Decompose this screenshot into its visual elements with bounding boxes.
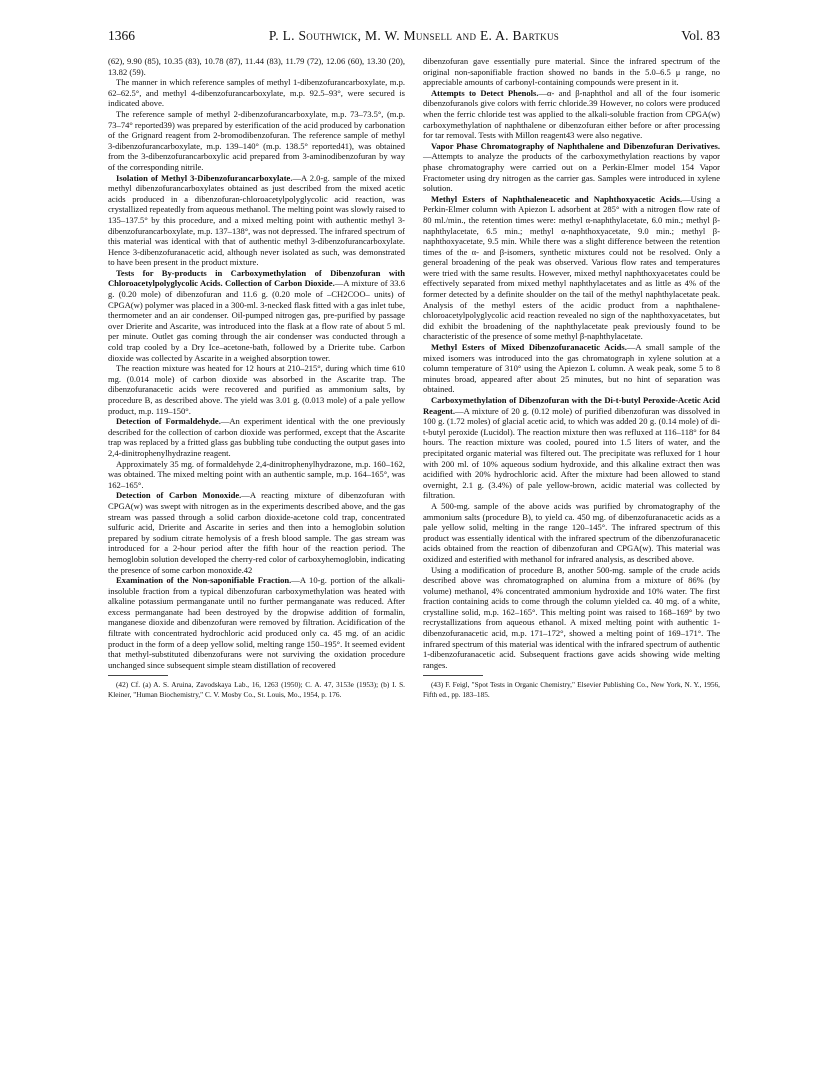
- section-heading: Detection of Carbon Monoxide.: [116, 490, 242, 501]
- paragraph-text: —α- and β-naphthol and all of the four isomeric dibenzofuranols give colors with ferric chloride.39 However, no colors were produced when the ferric chloride test was applied to the alkali-soluble fraction from CPGA(w) carboxymethylation of naphthalene or dibenzofuran either before or after processing for tar removal. Tests with Millon reagent43 were also negative.: [423, 87, 720, 141]
- paragraph: [423, 342, 720, 395]
- paragraph-text: —Using a Perkin-Elmer column with Apiezon L adsorbent at 285° with a nitrogen flow rate of 80 ml./min., the retention times were: methyl α-naphthylacetate, 6.0 min.; methyl β-naphthylacetate, 6.5 min.; methyl α-naphthoxyacetate, 9.0 min.; methyl β-naphthoxyacetate, 9.5 min. While there was a slight difference between the retention times of the α- and β-isomers, synthetic mixtures could not be resolved. Only a general broadening of the peak was observed. Various flow rates and temperatures were tried with the same results. However, mixed methyl naphthoxyacetates could be effectively separated from mixed methyl naphthylacetates and as little as 4% of the former detected by a definite shoulder on the tail of the methyl naphthylacetate peak. Analysis of the methyl esters of the acidic product from a naphthalene-chloroacetylpolyglycolic acid reaction revealed no sign of the naphthoxyacetates, but did exhibit the broadening of the naphthylacetate peak previously found to be characteristic of the presence of some methyl β-naphthylacetate.: [423, 193, 720, 342]
- paragraph-text: —An experiment identical with the one previously described for the collection of carbon dioxide was performed, except that the Ascarite trap was replaced by a fritted glass gas bubbling tube conducting the output gases into 2,4-dinitrophenylhydrazine reagent.: [108, 416, 405, 458]
- running-title: P. L. Southwick, M. W. Munsell and E. A. Bartkus: [268, 28, 560, 43]
- paragraph-text: —A small sample of the mixed isomers was introduced into the gas chromatograph in xylene solution at a column temperature of 310° using the Apiezon L column. A weak peak, some 5 to 8 minutes broad, appeared after about 25 minutes, but no hint of separation was obtained.: [423, 342, 720, 395]
- paragraph-text: dibenzofuran gave essentially pure material. Since the infrared spectrum of the original non-saponifiable fraction showed no bands in the 5.0–6.5 μ range, no appreciable amounts of carbonyl-containing compounds were present in it.: [423, 56, 720, 88]
- paragraph-text: The manner in which reference samples of methyl 1-dibenzofurancarboxylate, m.p. 62–62.5°, and methyl 4-dibenzofurancarboxylate, m.p. 92.5–93°, were secured is indicated above.: [108, 77, 405, 109]
- paragraph-text: —A mixture of 33.6 g. (0.20 mole) of dibenzofuran and 11.6 g. (0.20 mole of –CH2COO– units) of CPGA(w) polymer was placed in a 300-ml. 3-necked flask fitted with a gas inlet tube, thermometer and an air condenser. Oil-pumped nitrogen gas, pre-purified by passage over Drierite and Ascarite, was introduced into the flask at a flow rate of about 5 ml. per minute. Outlet gas coming through the air condenser was conducted through a cold trap cooled by a Dry Ice–acetone-bath, followed by a Drierite tube. Carbon dioxide was collected by Ascarite in a weighed absorption tower.: [108, 278, 405, 363]
- section-heading: Detection of Formaldehyde.: [116, 416, 221, 427]
- section-heading: Attempts to Detect Phenols.: [431, 87, 539, 98]
- paragraph-text: —A 10-g. portion of the alkali-insoluble fraction from a typical dibenzofuran carboxymethylation was heated with alkaline potassium permanganate until no further permanganate was reduced. After excess permanganate had been destroyed by the dropwise addition of formalin, manganese dioxide and dibenzofuran were removed by filtration. Acidification of the filtrate with concentrated hydrochloric acid produced only ca. 45 mg. of an acidic product in the form of a deep yellow solid, melting range 150–195°. It seemed evident that methyl-substituted dibenzofurans were not surviving the oxidation procedure unchanged since subsequent simple steam distillation of recovered: [108, 575, 405, 670]
- paragraph: [108, 490, 405, 575]
- paragraph: [108, 416, 405, 458]
- paragraph: [108, 575, 405, 670]
- paragraph: [108, 268, 405, 363]
- paragraph: [423, 565, 720, 671]
- paragraph-text: (62), 9.90 (85), 10.35 (83), 10.78 (87), 11.44 (83), 11.79 (72), 12.06 (60), 13.30 (20), 13.82 (59).: [108, 56, 405, 77]
- section-heading: Vapor Phase Chromatography of Naphthalene and Dibenzofuran Derivatives.: [431, 140, 720, 151]
- paragraph-text: Using a modification of procedure B, another 500-mg. sample of the crude acids described above was chromatographed on alumina from a mixture of 86% (by volume) methanol, 4% concentrated ammonium hydroxide and 10% water. The first fraction containing acids to come through the column yielded ca. 40 mg. of a white, crystalline solid, m.p. 162–165°. This melting point was raised to 168–169° by two recrystallizations from aqueous ethanol. A mixed melting point with authentic 1-dibenzofuranacetic acid, m.p. 171–172°, showed a melting point of 169–171°. The infrared spectrum of this material was identical with the infrared spectrum of authentic 1-dibenzofuranacetic acid. Subsequent fractions gave acids showing wide melting ranges.: [423, 564, 720, 670]
- section-heading: Examination of the Non-saponifiable Fraction.: [116, 575, 292, 586]
- section-heading: Methyl Esters of Naphthaleneacetic and Naphthoxyacetic Acids.: [431, 193, 683, 204]
- paragraph: [423, 141, 720, 194]
- paragraph-text: A 500-mg. sample of the above acids was purified by chromatography of the ammonium salts (procedure B), to yield ca. 450 mg. of dibenzofuranacetic acids as a pale yellow solid, melting in the range 120–145°. The infrared spectrum of this product was essentially identical with the infrared spectrum of the dibenzofuranacetic acids obtained from the reaction of dibenzofuran and CPGA(w). This material was oxidized and esterified with methanol for infrared analysis, as described above.: [423, 500, 720, 564]
- left-paragraphs: [108, 56, 405, 670]
- section-heading: Tests for By-products in Carboxymethylation of Dibenzofuran with Chloroacetylpolyglycolic Acids. Collection of Carbon Dioxide.: [108, 267, 405, 289]
- paragraph: [423, 194, 720, 342]
- paragraph: [423, 56, 720, 88]
- footnote-rule: [423, 675, 483, 676]
- paragraph: [108, 109, 405, 173]
- page-number: 1366: [108, 28, 135, 43]
- left-column: [108, 56, 405, 699]
- right-paragraphs: [423, 56, 720, 670]
- section-heading: Isolation of Methyl 3-Dibenzofurancarboxylate.: [116, 172, 293, 183]
- volume-label: Vol. 83: [681, 28, 720, 43]
- footnote-43: (43) F. Feigl, "Spot Tests in Organic Chemistry," Elsevier Publishing Co., New York, N. Y., 1956, Fifth ed., pp. 183–185.: [423, 680, 720, 699]
- paragraph: [423, 395, 720, 501]
- footnote-rule: [108, 675, 168, 676]
- paragraph-text: The reaction mixture was heated for 12 hours at 210–215°, during which time 610 mg. (0.014 mole) of carbon dioxide was absorbed in the Ascarite trap. The dibenzofuranacetic acids were recovered and purified as ammonium salts, by procedure B, as described above. The yield was 3.01 g. (0.013 mole) of a pale yellow product, m.p. 119–150°.: [108, 363, 405, 416]
- section-heading: Carboxymethylation of Dibenzofuran with the Di-t-butyl Peroxide-Acetic Acid Reagent.: [423, 395, 720, 416]
- section-heading: Methyl Esters of Mixed Dibenzofuranacetic Acids.: [431, 342, 627, 353]
- paragraph: [108, 363, 405, 416]
- paragraph: [423, 88, 720, 141]
- paragraph: [108, 77, 405, 109]
- footnote-42: (42) Cf. (a) A. S. Aruina, Zavodskaya Lab., 16, 1263 (1950); C. A. 47, 3153e (1953); (b) I. S. Kleiner, "Human Biochemistry," C. V. Mosby Co., St. Louis, Mo., 1954, p. 176.: [108, 680, 405, 699]
- paragraph-text: Approximately 35 mg. of formaldehyde 2,4-dinitrophenylhydrazone, m.p. 160–162, was obtained. The mixed melting point with an authentic sample, m.p. 164–165°, was 162–165°.: [108, 458, 405, 490]
- paragraph: [423, 501, 720, 565]
- paragraph: [108, 56, 405, 77]
- right-column: [423, 56, 720, 699]
- paragraph-text: —A 2.0-g. sample of the mixed methyl dibenzofurancarboxylates obtained as just described from the mixed acetic acids produced in a dibenzofuran-chloroacetylpolyglycolic acid reaction, was crystallized repeatedly from aqueous methanol. The melting point was slowly raised to 135–137.5° by this procedure, and a mixed melting point with authentic methyl 3-dibenzofurancarboxylate, m.p. 137–138°, was not depressed. The infrared spectrum of this material was identical with that of authentic methyl 3-dibenzofurancarboxylate. Hence 3-dibenzofuranacetic acid, although never isolated as such, was demonstrated to have been present in the product mixture.: [108, 172, 406, 268]
- paragraph-text: —A mixture of 20 g. (0.12 mole) of purified dibenzofuran was dissolved in 100 g. (1.72 moles) of glacial acetic acid, to which was added 20 g. (0.14 mole) of di-t-butyl peroxide (Lucidol). The reaction mixture then was refluxed at 116–118° for 84 hours. The reaction mixture was cooled, poured into 1.5 liters of water, and the precipitated organic material was filtered out. The precipitate was refluxed for 1 hour with 200 ml. of 10% aqueous sodium hydroxide, and this alkaline extract then was acidified with 20% hydrochloric acid. After the mixture had been allowed to stand overnight, 2.1 g. (3.4%) of pale yellow-brown, acidic material was collected by filtration.: [423, 405, 720, 501]
- page-header: [108, 28, 720, 48]
- paragraph-text: —Attempts to analyze the products of the carboxymethylation reactions by vapor phase chromatography were carried out on a Perkin-Elmer model 154 Vapor Fractometer using dry nitrogen as the carrier gas. Samples were introduced in xylene solution.: [423, 151, 720, 194]
- paragraph-text: The reference sample of methyl 2-dibenzofurancarboxylate, m.p. 73–73.5°, (m.p. 73–74° reported39) was prepared by esterification of the acid produced by carbonation of the Grignard reagent from 2-bromodibenzofuran. The reference sample of methyl 3-dibenzofurancarboxylate, m.p. 139–140° (m.p. 138.5° reported41), was obtained from the 3-dibenzofurancarboxylic acid prepared from 3-aminodibenzofuran by way of the corresponding nitrile.: [108, 108, 405, 172]
- paragraph: [108, 173, 405, 268]
- paragraph: [108, 459, 405, 491]
- paragraph-text: —A reacting mixture of dibenzofuran with CPGA(w) was swept with nitrogen as in the experiments described above, and the gas stream was passed through a solid carbon dioxide-acetone cold trap, concentrated sulfuric acid, Drierite and Ascarite in series and then into a hemoglobin solution prepared by sodium citrate hemolysis of a fresh blood sample. The gas stream was introduced for a 2-hour period after the fifth hour of the reaction period. The hemoglobin solution developed the cherry-red color of carboxyhemoglobin, indicating the presence of some carbon monoxide.42: [108, 490, 405, 575]
